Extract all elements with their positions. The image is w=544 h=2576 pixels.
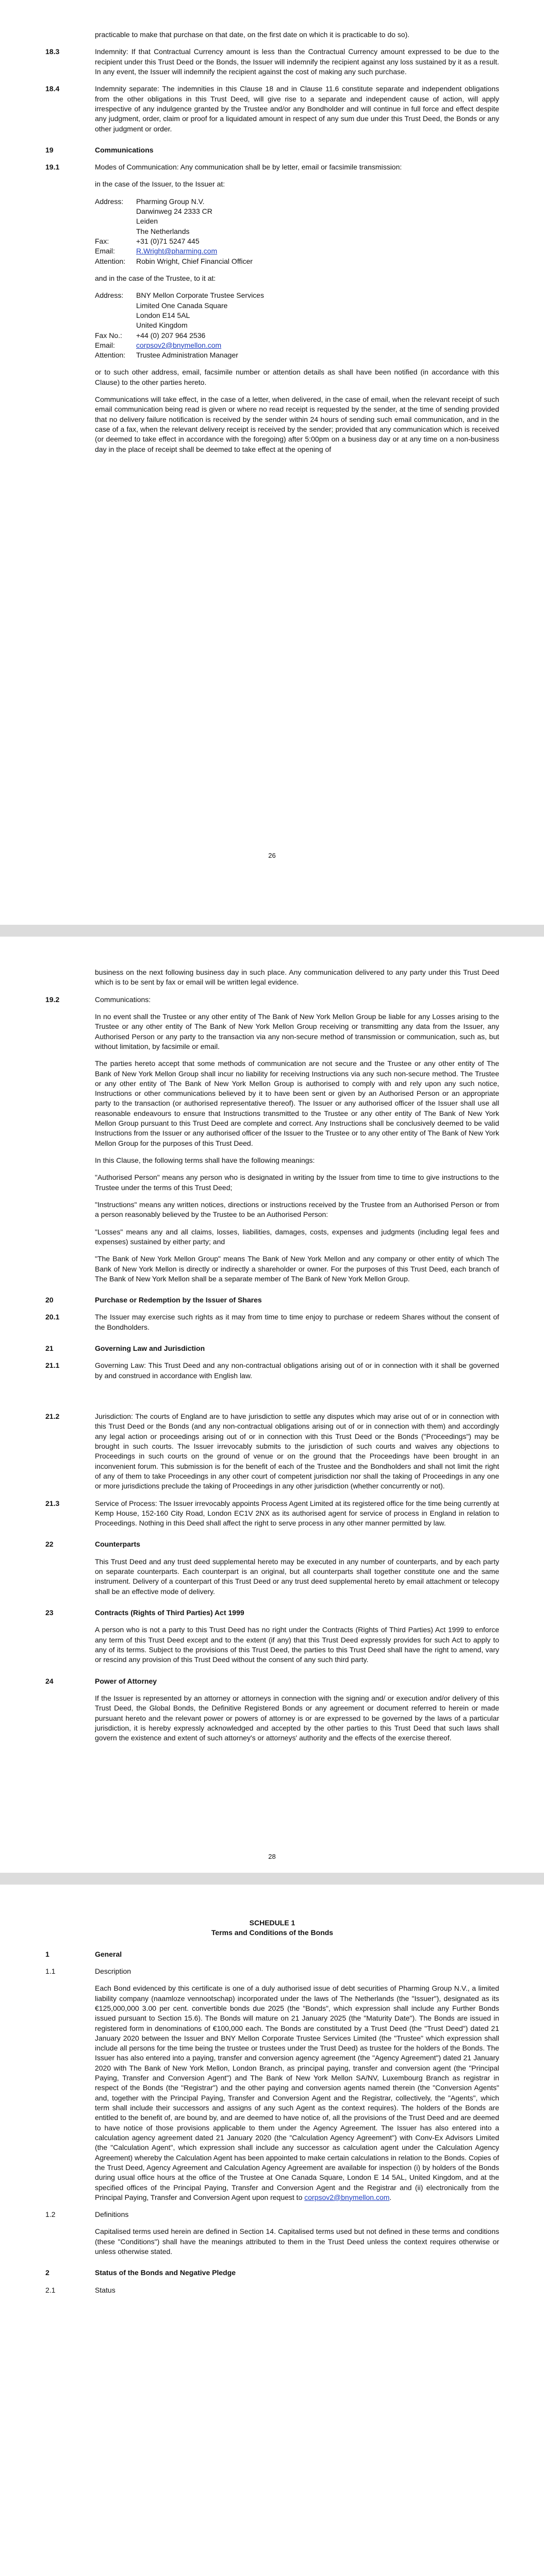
continuation-paragraph: practicable to make that purchase on that date, on the first date on which it is practicable to do so). — [95, 30, 410, 39]
schedule-subtitle: Terms and Conditions of the Bonds — [211, 1928, 334, 1937]
paragraph: The parties hereto accept that some methods of communication are not secure and the Trustee or any other entity of The Bank of New York Mellon Group shall incur no liability for receiving Instructions via any such non-secure method. The Trustee or any other entity of The Bank of New York Mellon Group is authorised to comply with and rely upon any such notice, Instructions or other communications believed by it to have been sent or given by an Authorised Person or an appropriate party to the transaction (or authorised representative thereof). The Issuer or any authorised officer of the Issuer shall use all reasonable endeavours to ensure that Instructions transmitted to the Trustee or any other entity of The Bank of New York Mellon Group pursuant to this Trust Deed are complete and correct. Any Instructions shall be conclusively deemed to be valid Instructions from the Issuer or any authorised officer of the Issuer to the Trustee or to any other entity of The Bank of New York Mellon Group for the purposes of this Trust Deed. — [95, 1059, 499, 1147]
paragraph: or to such other address, email, facsimile number or attention details as shall have been notified (in accordance with this Clause) to the other parties hereto. — [95, 368, 499, 386]
paragraph: This Trust Deed and any trust deed supplemental hereto may be executed in any number of counterparts, and by each party on separate counterparts. Each counterpart is an original, but all counterparts shall together constitute one and the same instrument. Delivery of a counterpart of this Trust Deed or any trust deed supplemental hereto by email attachment or telecopy shall be an effective mode of delivery. — [95, 1557, 499, 1596]
schedule-title: SCHEDULE 1 — [249, 1919, 295, 1927]
page-29-sheet — [0, 1885, 544, 2576]
clause-heading: Indemnity separate: — [95, 84, 159, 93]
clause-heading: Communications: — [95, 995, 151, 1004]
agent-email-link[interactable]: corpsov2@bnymellon.com — [304, 2193, 390, 2201]
issuer-address-block: Address: Pharming Group N.V. Darwinweg 24 2333 CR Leiden The Netherlands Fax: +31 (0)71 5247 445 Email: R.Wright@pharming.com Attention: Robin Wright, Chief Financial Officer — [95, 197, 253, 265]
clause-19-2: 19.2 Communications: — [45, 995, 151, 1004]
document-page-26 — [0, 0, 544, 925]
clause-heading: Governing Law: — [95, 1361, 146, 1370]
trustee-email-link[interactable]: corpsov2@bnymellon.com — [136, 341, 222, 349]
continuation-paragraph: business on the next following business day in such place. Any communication delivered to any party under this Trust Deed which is to be sent by fax or email will be written legal evidence. — [95, 968, 499, 987]
section-22-heading: 22 Counterparts — [45, 1540, 140, 1549]
definition: "Instructions" means any written notices, directions or instructions received by the Trustee from an Authorised Person or from a person reasonably believed by the Trustee to be an Authorised Person: — [95, 1200, 499, 1219]
clause-heading: Description — [95, 1967, 131, 1975]
clause-20-1: 20.1 The Issuer may exercise such rights as it may from time to time enjoy to purchase or redeem Shares without the consent of the Bondholders. — [45, 1313, 499, 1331]
paragraph: Capitalised terms used herein are defined in Section 14. Capitalised terms used but not defined in these terms and conditions (these "Conditions") shall have the meanings attributed to them in the Trust Deed unless the context requires otherwise or unless otherwise stated. — [95, 2227, 499, 2256]
section-24-heading: 24 Power of Attorney — [45, 1676, 157, 1685]
clause-18-4: 18.4 Indemnity separate: The indemnities in this Clause 18 and in Clause 11.6 constitute separate and independent obligations from the other obligations in this Trust Deed, will give rise to a separate and independent cause of action, will apply irrespective of any indulgence granted by the Trustee and/or any Bondholder and will continue in full force and effect despite any judgment, order, claim or proof for a liquidated amount in respect of any sum due under this Trust Deed, the Bonds or any other judgment or order. — [45, 84, 499, 133]
page-number: 28 — [268, 1853, 276, 1860]
paragraph: If the Issuer is represented by an attorney or attorneys in connection with the signing and/ or execution and/or delivery of this Trust Deed, the Global Bonds, the Definitive Registered Bonds or any agreement or document referred to herein or made pursuant hereto and the relevant power or powers of attorney is or are expressed to be governed by the laws of a particular jurisdiction, it is hereby expressly acknowledged and accepted by the other parties to this Trust Deed that such laws shall govern the existence and extent of such attorney's or attorneys' authority and the effects of the exercise thereof. — [95, 1693, 499, 1742]
clause-heading: Jurisdiction: — [95, 1412, 133, 1420]
section-19-heading: 19 Communications — [45, 145, 154, 154]
clause-heading: Definitions — [95, 2210, 129, 2219]
issuer-email-link[interactable]: R.Wright@pharming.com — [136, 247, 218, 256]
clause-19-1: 19.1 Modes of Communication: Any communication shall be by letter, email or facsimile transmission: — [45, 163, 402, 172]
definition: "Authorised Person" means any person who is designated in writing by the Issuer from time to time to give instructions to the Trustee under the terms of this Trust Deed; — [95, 1173, 499, 1192]
description-paragraph: Each Bond evidenced by this certificate is one of a duly authorised issue of debt securities of Pharming Group N.V., a limited liability company (naamloze vennootschap) incorporated under the laws of The Netherlands (the "Issuer"), designated as its €125,000,000 3.00 per cent. convertible bonds due 2025 (the "Bonds", which expression shall include any Further Bonds issued pursuant to Section 15.6). The Bonds will mature on 21 January 2025 (the "Maturity Date"). The Bonds are issued in registered form in denominations of €100,000 each. The Bonds are constituted by a Trust Deed (the "Trust Deed") dated 21 January 2020 between the Issuer and BNY Mellon Corporate Trustee Services Limited (the "Trustee" which expression shall include all persons for the time being the trustee or trustees under the Trust Deed) as trustee for the holders of the Bonds. The Issuer has also entered into a paying, transfer and conversion agency agreement (the "Agency Agreement") dated 21 January 2020 with The Bank of New York Mellon, London Branch, as principal paying, transfer and conversion agent (the "Principal Paying, Transfer and Conversion Agent") and The Bank of New York Mellon SA/NV, Luxembourg Branch as registrar in respect of the Bonds (the "Registrar") and the other paying and conversion agents named therein (the "Conversion Agents" and, together with the Principal Paying, Transfer and Conversion Agent and the Registrar, collectively, the "Agents", which term shall include their successors and assigns of any such Agent as the context requires). The holders of the Bonds are entitled to the benefit of, are bound by, and are deemed to have notice of, all the provisions of the Trust Deed and are deemed to have notice of those provisions applicable to them under the Agency Agreement. The Issuer has also entered into a calculation agency agreement dated 21 January 2020 (the "Calculation Agency Agreement") with Conv-Ex Advisors Limited (the "Calculation Agent", which expression shall include any successor as calculation agent under the Calculation Agency Agreement) whereby the Calculation Agent has been appointed to make certain calculations in relation to the Bonds. Copies of the Trust Deed, Agency Agreement and Calculation Agency Agreement are available for inspection (i) by holders of the Bonds during usual office hours at the office of the Trustee at One Canada Square, London E 14 5AL, United Kingdom, and at the specified offices of the Principal Paying, Transfer and Conversion Agent and the Registrar and (ii) electronically from the Principal Paying, Transfer and Conversion Agent upon request to corpsov2@bnymellon.com. — [95, 1984, 499, 2201]
clause-heading: Indemnity: — [95, 47, 128, 56]
clause-heading: Modes of Communication: — [95, 163, 179, 172]
issuer-intro: in the case of the Issuer, to the Issuer at: — [95, 180, 225, 189]
clause-heading: Service of Process: — [95, 1499, 157, 1507]
section-20-heading: 20 Purchase or Redemption by the Issuer of Shares — [45, 1296, 262, 1304]
clause-2-1: 2.1 Status — [45, 2285, 499, 2295]
clause-21-3: 21.3 Service of Process: The Issuer irrevocably appoints Process Agent Limited at its registered office for the time being currently at Kemp House, 152-160 City Road, London EC1V 2NX as its authorised agent for service of process in England in relation to Proceedings. Nothing in this Deed shall affect the right to serve process in any other manner permitted by law. — [45, 1499, 499, 1528]
definition: "Losses" means any and all claims, losses, liabilities, damages, costs, expenses and judgments (including legal fees and expenses) sustained by either party; and — [95, 1227, 499, 1246]
page-number: 26 — [268, 852, 276, 859]
section-1-heading: 1 General — [45, 1950, 122, 1958]
clause-21-1: 21.1 Governing Law: This Trust Deed and any non-contractual obligations arising out of or in connection with it shall be governed by and construed in accordance with English law. — [45, 1361, 500, 1380]
clause-18-3: 18.3 Indemnity: If that Contractual Currency amount is less than the Contractual Currency amount expressed to be due to the recipient under this Trust Deed or the Bonds, the Issuer will indemnify the recipient against any loss sustained by it as a result. In any event, the Issuer will indemnify the recipient against the cost of making any such purchase. — [45, 47, 499, 76]
trustee-intro: and in the case of the Trustee, to it at: — [95, 274, 216, 282]
page-28-sheet — [0, 1412, 544, 1873]
paragraph: A person who is not a party to this Trust Deed has no right under the Contracts (Rights of Third Parties) Act 1999 to enforce any term of this Trust Deed except and to the extent (if any) that this Trust Deed expressly provides for such Act to apply to any of its terms. Subject to the provisions of this Trust Deed, the parties to this Trust Deed shall have the right to amend, vary or rescind any provision of this Trust Deed without the consent of any such third party. — [95, 1625, 499, 1664]
section-21-heading: 21 Governing Law and Jurisdiction — [45, 1344, 205, 1353]
paragraph: Communications will take effect, in the case of a letter, when delivered, in the case of email, when the relevant receipt of such email communication being read is given or where no read receipt is requested by the sender, at the time of sending provided that no delivery failure notification is received by the sender within 24 hours of sending such email communication, and in the case of a fax, when the relevant delivery receipt is received by the sender; provided that any communication which is received (or deemed to take effect in accordance with the foregoing) after 5:00pm on a business day or at any time on a non-business day in the place of receipt shall be deemed to take effect at the opening of — [95, 395, 499, 453]
clause-21-2: 21.2 Jurisdiction: The courts of England are to have jurisdiction to settle any disputes which may arise out of or in connection with this Trust Deed or the Bonds (and any non-contractual obligations arising out of or in connection with them) and accordingly any legal action or proceedings arising out of or in connection with this Trust Deed or the Bonds ("Proceedings") may be brought in such courts. The Issuer irrevocably submits to the jurisdiction of such courts and waives any objections to Proceedings in such courts on the ground of venue or on the ground that the Proceedings have been brought in an inconvenient forum. This submission is for the benefit of each of the Trustee and the Bondholders and shall not limit the right of any of them to take Proceedings in any other court of competent jurisdiction nor shall the taking of Proceedings in any one or more jurisdictions preclude the taking of Proceedings in any other jurisdiction (whether concurrently or not). — [45, 1412, 499, 1490]
clause-1-2: 1.2 Definitions — [45, 2210, 499, 2219]
paragraph: In this Clause, the following terms shall have the following meanings: — [95, 1156, 315, 1164]
section-2-heading: 2 Status of the Bonds and Negative Pledge — [45, 2268, 236, 2277]
clause-heading: Status — [95, 2285, 116, 2294]
definition: "The Bank of New York Mellon Group" means The Bank of New York Mellon and any company or other entity of which The Bank of New York Mellon is directly or indirectly a shareholder or owner. For the purposes of this Trust Deed, each branch of The Bank of New York Mellon shall be a separate member of The Bank of New York Mellon Group. — [95, 1255, 499, 1283]
clause-1-1: 1.1 Description — [45, 1967, 499, 1976]
paragraph: In no event shall the Trustee or any other entity of The Bank of New York Mellon Group be liable for any Losses arising to the Trustee or any other entity of The Bank of New York Mellon Group receiving or transmitting any data from the Issuer, any Authorised Person or any party to the transaction via any non-secure method of transmission or communication, such as, but without limitation, by facsimile or email. — [95, 1012, 499, 1050]
section-23-heading: 23 Contracts (Rights of Third Parties) Act 1999 — [45, 1608, 244, 1617]
trustee-address-block: Address: BNY Mellon Corporate Trustee Services Limited One Canada Square London E14 5AL United Kingdom Fax No.: +44 (0) 207 964 2536 Email: corpsov2@bnymellon.com Attention: Trustee Administration Manager — [95, 291, 264, 360]
